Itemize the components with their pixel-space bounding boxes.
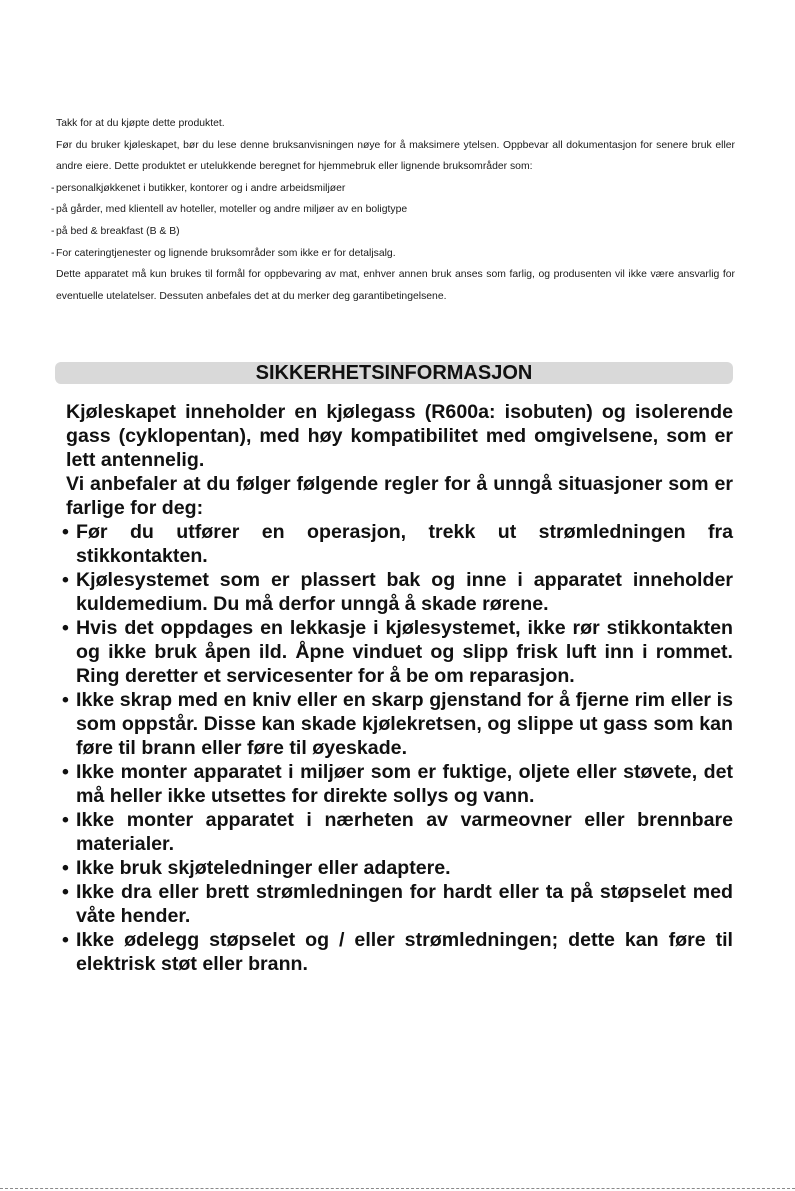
- bullet-dot-icon: •: [62, 569, 69, 591]
- dash-bullet-icon: -: [51, 182, 55, 194]
- intro-bullet: [51, 178, 735, 200]
- intro-bullet-text: på gårder, med klientell av hoteller, moteller og andre miljøer av en boligtype: [56, 204, 408, 216]
- bullet-dot-icon: •: [62, 857, 69, 879]
- recommendation: Vi anbefaler at du følger følgende regler for å unngå situasjoner som er farlige for deg:: [66, 473, 733, 519]
- safety-rule: [62, 856, 733, 880]
- page-bottom-divider: [0, 1188, 795, 1189]
- bullet-dot-icon: •: [62, 521, 69, 543]
- dash-bullet-icon: -: [51, 225, 55, 237]
- safety-rule: [62, 928, 733, 976]
- bullet-dot-icon: •: [62, 617, 69, 639]
- safety-section: [62, 400, 733, 976]
- intro-bullet-text: personalkjøkkenet i butikker, kontorer og i andre arbeidsmiljøer: [56, 182, 346, 194]
- intro-thanks: Takk for at du kjøpte dette produktet.: [56, 118, 225, 129]
- bullet-dot-icon: •: [62, 761, 69, 783]
- safety-rule: [62, 880, 733, 928]
- safety-rule: [62, 688, 733, 760]
- intro-before-use: Før du bruker kjøleskapet, bør du lese denne bruksanvisningen nøye for å maksimere ytelsen. Oppbevar all dokumentasjon for senere bruk eller andre eiere. Dette produktet er utelukkende beregnet for hjemmebruk eller lignende bruksområder som:: [56, 139, 735, 173]
- dash-bullet-icon: -: [51, 247, 55, 259]
- safety-rule-text: Ikke monter apparatet i miljøer som er fuktige, oljete eller støvete, det må heller ikke utsettes for direkte sollys og vann.: [76, 761, 733, 807]
- safety-rule-text: Hvis det oppdages en lekkasje i kjølesystemet, ikke rør stikkontakten og ikke bruk åpen ild. Åpne vinduet og slipp frisk luft inn i rommet. Ring deretter et servicesenter for å be om reparasjon.: [76, 617, 733, 687]
- refrigerant-note: Kjøleskapet inneholder en kjølegass (R600a: isobuten) og isolerende gass (cyklopentan), med høy kompatibilitet med omgivelsene, som er lett antennelig.: [66, 401, 733, 471]
- safety-rule: [62, 520, 733, 568]
- dash-bullet-icon: -: [51, 204, 55, 216]
- safety-rule-text: Kjølesystemet som er plassert bak og inne i apparatet inneholder kuldemedium. Du må derfor unngå å skade rørene.: [76, 569, 733, 615]
- safety-rule: [62, 616, 733, 688]
- intro-bullet: [51, 221, 735, 243]
- safety-rule-text: Ikke skrap med en kniv eller en skarp gjenstand for å fjerne rim eller is som oppstår. Disse kan skade kjølekretsen, og slippe ut gass som kan føre til brann eller føre til øyeskade.: [76, 689, 733, 759]
- intro-bullet: [51, 243, 735, 265]
- intro-disclaimer: Dette apparatet må kun brukes til formål for oppbevaring av mat, enhver annen bruk anses som farlig, og produsenten vil ikke være ansvarlig for eventuelle utelatelser. Dessuten anbefales det at du merker deg garantibetingelsene.: [56, 269, 735, 302]
- intro-bullet-text: på bed & breakfast (B & B): [56, 225, 180, 237]
- safety-rule: [62, 568, 733, 616]
- intro-section: [51, 113, 735, 307]
- bullet-dot-icon: •: [62, 809, 69, 831]
- safety-rule-text: Ikke ødelegg støpselet og / eller strømledningen; dette kan føre til elektrisk støt eller brann.: [76, 929, 733, 975]
- section-heading-banner: [55, 362, 733, 384]
- safety-rule-text: Ikke dra eller brett strømledningen for hardt eller ta på støpselet med våte hender.: [76, 881, 733, 927]
- intro-bullet-text: For cateringtjenester og lignende bruksområder som ikke er for detaljsalg.: [56, 247, 396, 259]
- bullet-dot-icon: •: [62, 929, 69, 951]
- section-heading: SIKKERHETSINFORMASJON: [255, 362, 533, 384]
- safety-rule-text: Ikke monter apparatet i nærheten av varmeovner eller brennbare materialer.: [76, 809, 733, 855]
- bullet-dot-icon: •: [62, 689, 69, 711]
- safety-rule-text: Ikke bruk skjøteledninger eller adaptere.: [76, 857, 451, 879]
- safety-rule-text: Før du utfører en operasjon, trekk ut strømledningen fra stikkontakten.: [76, 521, 733, 567]
- safety-rule: [62, 760, 733, 808]
- safety-rule: [62, 808, 733, 856]
- bullet-dot-icon: •: [62, 881, 69, 903]
- intro-bullet: [51, 199, 735, 221]
